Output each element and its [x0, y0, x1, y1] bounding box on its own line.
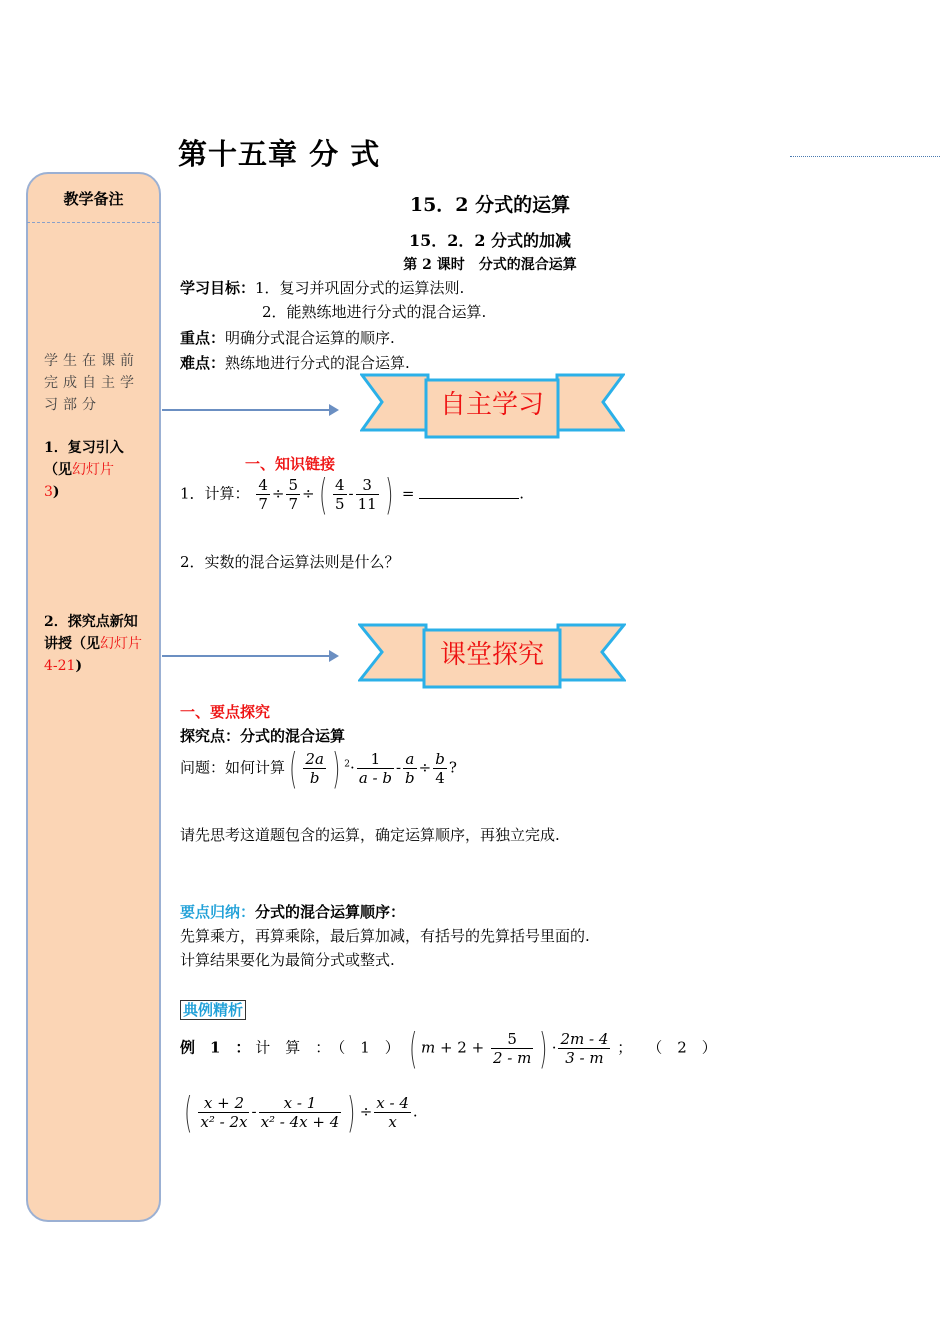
example-part2: ； （ 2 ）: [617, 1038, 717, 1057]
key-explore-heading: 一、要点探究: [180, 703, 271, 721]
sidebar-item-review-end: ): [52, 484, 60, 500]
sidebar-divider: [27, 222, 160, 223]
lesson-title: 第 2 课时 分式的混合运算: [403, 257, 577, 273]
summary-line2: 计算结果要化为最简分式或整式.: [180, 951, 395, 969]
header-dotted-line: [790, 156, 940, 157]
self-study-banner-text: 自主学习: [439, 390, 544, 420]
key-point: [180, 326, 395, 350]
summary-label: 要点归纳：: [180, 903, 256, 921]
key-point-label: 重点：: [180, 329, 226, 347]
teaching-notes-sidebar: [26, 172, 161, 1222]
objectives-label: 学习目标：: [180, 279, 256, 297]
knowledge-link-heading: 一、知识链接: [245, 455, 336, 473]
difficulty-text: 熟练地进行分式的混合运算.: [225, 354, 410, 372]
question-1-label: 1．计算：: [180, 484, 250, 503]
example-tag-text: 典例精析: [180, 1000, 246, 1020]
objective-2: 2．能熟练地进行分式的混合运算.: [262, 303, 487, 321]
example-text: 计 算 ： （ 1 ）: [255, 1038, 400, 1057]
sidebar-item-explore-slide: 幻灯片: [100, 636, 142, 652]
arrow-to-self-study: [162, 409, 337, 411]
sidebar-item-review-label: 1．复习引入（见: [44, 440, 124, 478]
summary-line1: 先算乘方，再算乘除，最后算加减，有括号的先算括号里面的.: [180, 927, 590, 945]
key-point-text: 明确分式混合运算的顺序.: [225, 329, 395, 347]
section-title: 15．2 分式的运算: [409, 194, 571, 216]
sidebar-item-explore-end: ): [75, 658, 83, 674]
subsection-title: 15．2．2 分式的加减: [408, 231, 572, 250]
problem-label: 问题：如何计算: [180, 758, 286, 777]
sidebar-item-explore-label: 2．探究点新知讲授（见: [44, 614, 138, 652]
answer-blank: [419, 482, 519, 499]
explore-point: 探究点：分式的混合运算: [180, 727, 346, 745]
example-1-part2: ( $\frac{x + 2}{\text{x² - 2x}}$ - $\frac{x - 1}{\text{x² - 4x + 4}}$ ) ÷ $\frac{x - 4}{x}$ .: [184, 1087, 418, 1137]
difficulty-label: 难点：: [180, 354, 226, 372]
example-1: 例 1 ： 计 算 ： （ 1 ） ( m + 2 + $\frac{5}{2 - m}$ ) · $\frac{2m - 4}{3 - m}$ ； （ 2 ）: [180, 1023, 717, 1073]
class-explore-banner-text: 课堂探究: [439, 640, 544, 670]
summary-title: 分式的混合运算顺序：: [255, 903, 406, 921]
problem: 问题：如何计算( $\frac{2a}{b}$ ) $^2$· $\frac{1}{a - b}$ - $\frac{a}{b}$ ÷ $\frac{b}{4}$ ?: [180, 743, 457, 793]
sidebar-item-review-slide: 幻灯片: [72, 462, 114, 478]
objectives-line1: [180, 276, 464, 300]
sidebar-title: 教学备注: [63, 190, 124, 208]
sidebar-item-review: [44, 437, 150, 503]
chapter-title: 第十五章 分 式: [178, 137, 381, 171]
arrow-to-class-explore: [162, 655, 337, 657]
example-tag: [180, 998, 246, 1022]
sidebar-item-review-num: 3: [44, 484, 53, 500]
question-1: 1．计算： $\frac{4}{7}$ ÷ $\frac{5}{7}$ ÷( $\frac{4}{5}$ - $\frac{3}{11}$ ) = .: [180, 469, 524, 519]
summary-heading: [180, 900, 405, 924]
sidebar-item-explore: [44, 611, 150, 677]
example-label: 例 1 ：: [180, 1038, 251, 1057]
sidebar-note: 学生在课前完成自主学习部分: [44, 353, 139, 413]
question-2: 2．实数的混合运算法则是什么？: [180, 553, 400, 571]
sidebar-item-explore-num: 4-21: [44, 658, 76, 674]
objective-1: 1．复习并巩固分式的运算法则.: [255, 279, 465, 297]
think-prompt: 请先思考这道题包含的运算，确定运算顺序，再独立完成.: [180, 826, 560, 844]
